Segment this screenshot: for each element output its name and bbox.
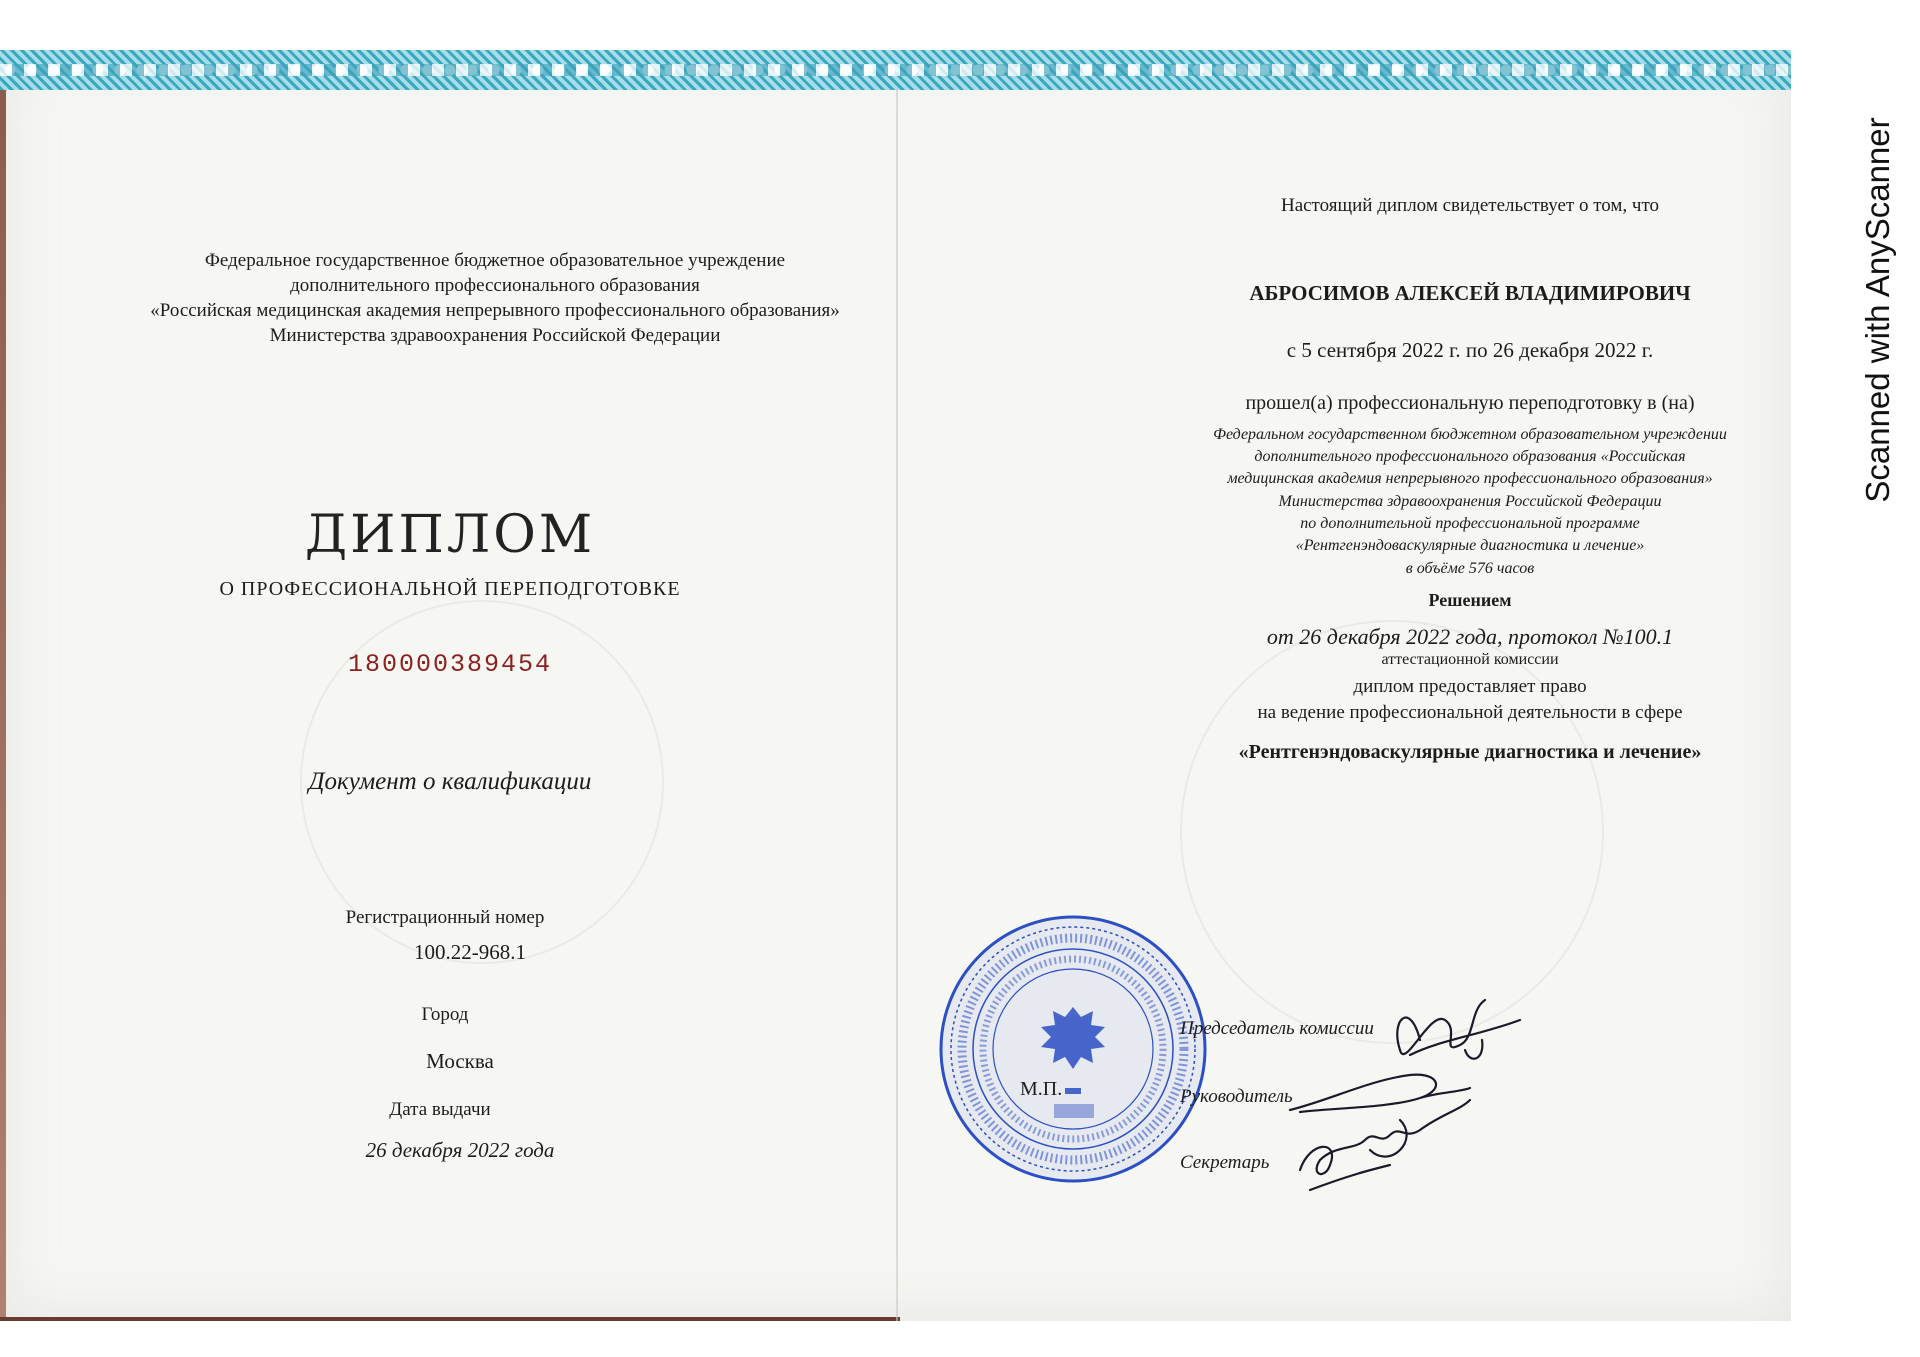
institution-block — [80, 248, 910, 348]
program-line: медицинская академия непрерывного профессионального образования» — [1227, 470, 1713, 487]
specialty-text: «Рентгенэндоваскулярные диагностика и лечение» — [1238, 741, 1702, 763]
signatures — [1270, 980, 1550, 1210]
secretary-label: Секретарь — [1180, 1152, 1270, 1173]
institution-line: дополнительного профессионального образования — [290, 275, 700, 296]
program-line: «Рентгенэндоваскулярные диагностика и лечение» — [1295, 537, 1645, 554]
cover-bottom-edge — [0, 1317, 900, 1321]
program-line: Федеральном государственном бюджетном образовательном учреждении — [1213, 426, 1727, 443]
official-seal — [936, 912, 1210, 1186]
cover-edge — [0, 50, 6, 1321]
reg-number-value: 100.22-968.1 — [414, 940, 526, 964]
program-line: дополнительного профессионального образования «Российская — [1254, 448, 1686, 465]
decision-label: Решением — [1428, 590, 1512, 610]
qualification-label: Документ о квалификации — [308, 768, 592, 795]
program-line: Министерства здравоохранения Российской Федерации — [1278, 493, 1662, 510]
diploma-number: 180000389454 — [347, 650, 553, 679]
city-value: Москва — [426, 1049, 494, 1073]
scanner-watermark: Scanned with AnyScanner — [1859, 117, 1896, 503]
commission-text: аттестационной комиссии — [1381, 651, 1559, 668]
decorative-band — [0, 50, 1791, 90]
program-line: в объёме 576 часов — [1405, 560, 1535, 577]
issue-date-value: 26 декабря 2022 года — [365, 1138, 555, 1162]
institution-line: «Российская медицинская академия непрерывного профессионального образования» — [150, 300, 840, 321]
seal-place-label: М.П. — [1020, 1078, 1063, 1100]
sphere-text: на ведение профессиональной деятельности в сфере — [1257, 702, 1683, 723]
training-period: с 5 сентября 2022 г. по 26 декабря 2022 г. — [1286, 338, 1654, 362]
passed-text: прошел(а) профессиональную переподготовку в (на) — [1245, 392, 1695, 414]
certifies-text: Настоящий диплом свидетельствует о том, что — [1280, 195, 1660, 216]
issue-date-label: Дата выдачи — [389, 1099, 491, 1120]
grants-text: диплом предоставляет право — [1353, 676, 1587, 697]
institution-line: Министерства здравоохранения Российской Федерации — [269, 325, 721, 346]
protocol-text: от 26 декабря 2022 года, протокол №100.1 — [1266, 624, 1674, 649]
document-title: ДИПЛОМ — [304, 505, 596, 565]
program-line: по дополнительной профессиональной программе — [1300, 515, 1640, 532]
head-label: Руководитель — [1180, 1086, 1293, 1107]
document-subtitle: О ПРОФЕССИОНАЛЬНОЙ ПЕРЕПОДГОТОВКЕ — [219, 578, 681, 600]
city-label: Город — [421, 1004, 469, 1025]
chair-label: Председатель комиссии — [1180, 1018, 1374, 1039]
recipient-name: АБРОСИМОВ АЛЕКСЕЙ ВЛАДИМИРОВИЧ — [1249, 281, 1691, 305]
reg-number-label: Регистрационный номер — [345, 907, 545, 928]
institution-line: Федеральное государственное бюджетное образовательное учреждение — [204, 250, 786, 271]
